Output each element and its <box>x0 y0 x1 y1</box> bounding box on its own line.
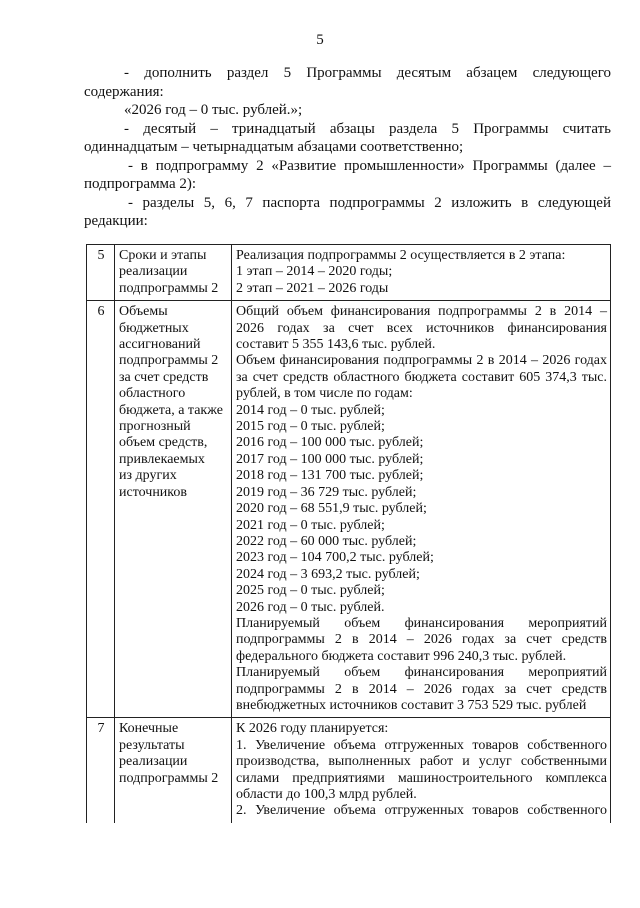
page-number: 5 <box>316 32 324 48</box>
row-title-line: объем средств, <box>119 435 208 451</box>
row-title <box>115 245 232 301</box>
row-title-line: прогнозный <box>119 419 191 435</box>
row-title-line: привлекаемых <box>119 451 205 467</box>
year-amount: 2018 год – 131 700 тыс. рублей; <box>236 468 424 484</box>
regional-budget-line: Объем финансирования подпрограммы 2 в 2014 – 2026 годах <box>236 353 607 369</box>
year-amount: 2020 год – 68 551,9 тыс. рублей; <box>236 501 427 517</box>
result-item-line: производства, выполненных работ и услуг собственными <box>236 754 607 770</box>
subprogram-passport-table <box>86 244 611 823</box>
row-title-line: реализации <box>119 264 188 280</box>
total-financing-line: Общий объем финансирования подпрограммы 2 в 2014 – <box>236 304 607 320</box>
row-number: 7 <box>87 718 115 823</box>
row-title-line: подпрограммы 2 <box>119 280 219 296</box>
year-amount: 2023 год – 104 700,2 тыс. рублей; <box>236 550 434 566</box>
year-amount: 2024 год – 3 693,2 тыс. рублей; <box>236 566 420 582</box>
intro-paragraph-5-line-2: редакции: <box>84 213 148 229</box>
year-amount: 2014 год – 0 тыс. рублей; <box>236 402 385 418</box>
row-title-line: областного <box>119 386 186 402</box>
row-title <box>115 301 232 718</box>
row-title-line: из других <box>119 468 177 484</box>
intro-paragraph-1-line-2: содержания: <box>84 83 164 100</box>
row-number: 6 <box>87 301 115 718</box>
row-content <box>232 301 611 718</box>
content-line: 2 этап – 2021 – 2026 годы <box>236 280 389 296</box>
total-financing-line: составит 5 355 143,6 тыс. рублей. <box>236 337 436 353</box>
row-title-line: источников <box>119 484 188 500</box>
result-item-line: 1. Увеличение объема отгруженных товаров собственного <box>236 737 607 753</box>
table-row-7 <box>87 718 611 823</box>
intro-paragraph-3-line-2: одиннадцатым – четырнадцатым абзацами соответственно; <box>84 139 464 155</box>
row-title-line: ассигнований <box>119 337 201 353</box>
row-number: 5 <box>87 245 115 301</box>
row-title-line: бюджетных <box>119 320 189 336</box>
results-intro: К 2026 году планируется: <box>236 721 389 737</box>
year-amount: 2021 год – 0 тыс. рублей; <box>236 517 385 533</box>
row-title-line: Объемы <box>119 304 168 320</box>
extrabudgetary-line: Планируемый объем финансирования мероприятий <box>236 665 607 681</box>
regional-budget-line: за счет средств областного бюджета составит 605 374,3 тыс. <box>236 369 607 385</box>
intro-paragraph-2: «2026 год – 0 тыс. рублей.»; <box>124 102 303 118</box>
row-title-line: за счет средств <box>119 369 209 385</box>
year-amount: 2015 год – 0 тыс. рублей; <box>236 419 385 435</box>
row-title-line: реализации <box>119 754 188 770</box>
extrabudgetary-line: внебюджетных источников составит 3 753 529 тыс. рублей <box>236 697 587 713</box>
total-financing-line: 2026 годах за счет всех источников финансирования <box>236 320 607 336</box>
row-title-line: Конечные <box>119 721 179 737</box>
year-amount: 2025 год – 0 тыс. рублей; <box>236 583 385 599</box>
extrabudgetary-line: подпрограммы 2 в 2014 – 2026 годах за счет средств <box>236 681 607 697</box>
intro-paragraph-4-line-2: подпрограмма 2): <box>84 176 197 192</box>
content-line: Реализация подпрограммы 2 осуществляется в 2 этапа: <box>236 248 566 263</box>
row-title-line: результаты <box>119 737 185 753</box>
content-line: 1 этап – 2014 – 2020 годы; <box>236 264 393 280</box>
intro-paragraph-4-line-1: - в подпрограмму 2 «Развитие промышленности» Программы (далее – <box>128 157 611 174</box>
year-amount: 2017 год – 100 000 тыс. рублей; <box>236 451 424 467</box>
intro-paragraph-1-line-1: - дополнить раздел 5 Программы десятым абзацем следующего <box>124 65 611 81</box>
result-item-line: области до 100,3 млрд рублей. <box>236 787 417 802</box>
row-title-line: подпрограммы 2 <box>119 353 219 369</box>
row-content <box>232 718 611 823</box>
year-amount: 2026 год – 0 тыс. рублей. <box>236 599 385 615</box>
federal-budget-line: Планируемый объем финансирования мероприятий <box>236 615 607 631</box>
result-item-line: 2. Увеличение объема отгруженных товаров собственного <box>236 803 607 819</box>
table-row-6 <box>87 301 611 718</box>
year-amount: 2019 год – 36 729 тыс. рублей; <box>236 484 417 500</box>
row-title <box>115 718 232 823</box>
table-row-5 <box>87 245 611 301</box>
row-title-line: бюджета, а также <box>119 402 223 418</box>
year-amount: 2016 год – 100 000 тыс. рублей; <box>236 435 424 451</box>
row-title-line: Сроки и этапы <box>119 248 207 263</box>
intro-paragraph-3-line-1: - десятый – тринадцатый абзацы раздела 5 Программы считать <box>124 120 611 137</box>
intro-text <box>84 64 611 231</box>
federal-budget-line: федерального бюджета составит 996 240,3 тыс. рублей. <box>236 648 567 664</box>
intro-paragraph-5-line-1: - разделы 5, 6, 7 паспорта подпрограммы 2 изложить в следующей <box>128 194 611 211</box>
regional-budget-line: рублей, в том числе по годам: <box>236 386 413 402</box>
row-title-line: подпрограммы 2 <box>119 770 219 786</box>
row-content <box>232 245 611 301</box>
year-amount: 2022 год – 60 000 тыс. рублей; <box>236 533 417 549</box>
result-item-line: силами предприятиями машиностроительного комплекса <box>236 770 607 786</box>
federal-budget-line: подпрограммы 2 в 2014 – 2026 годах за счет средств <box>236 632 607 648</box>
